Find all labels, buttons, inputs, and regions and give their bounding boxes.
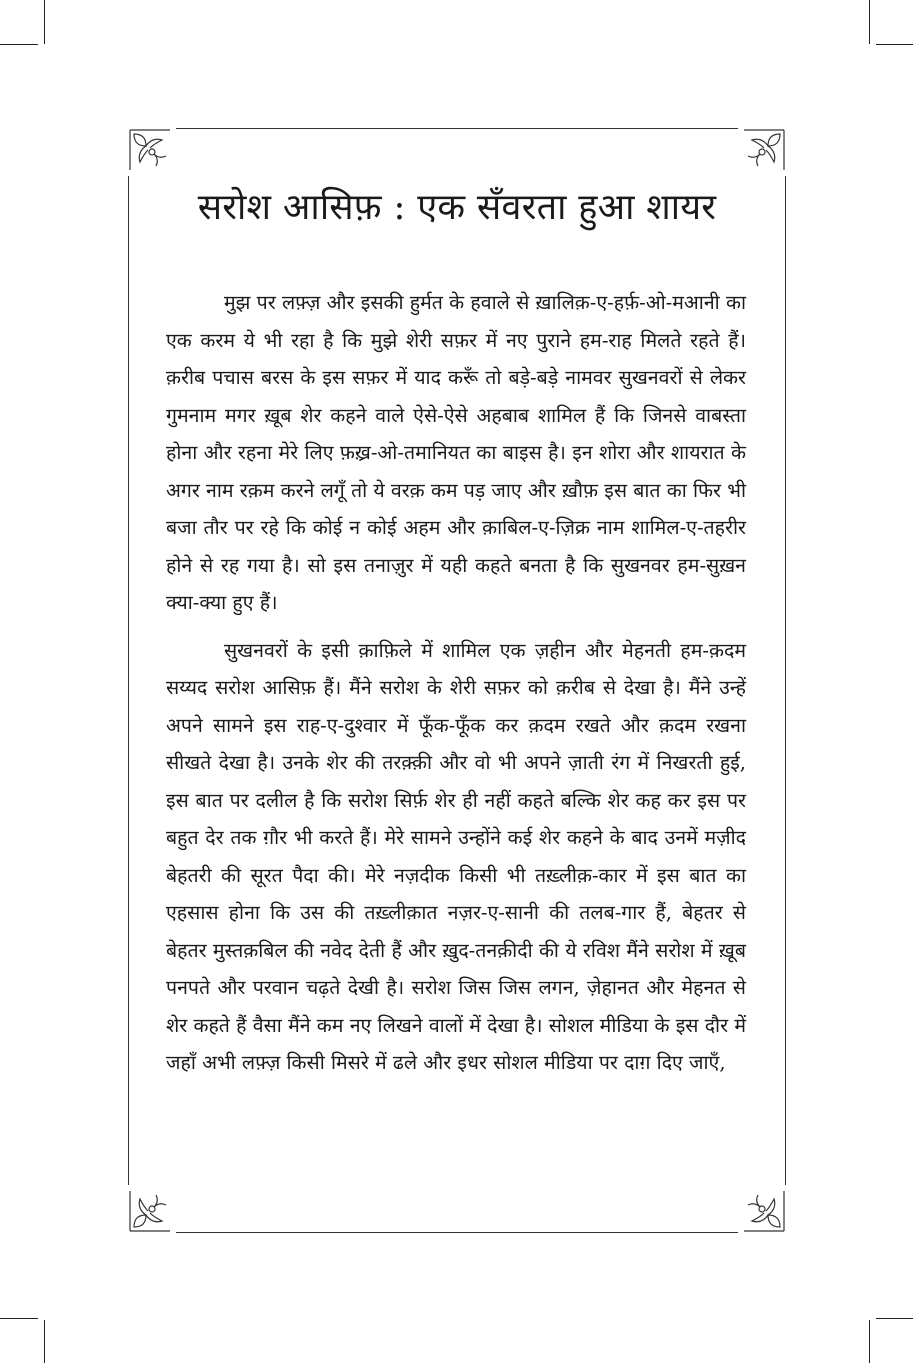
frame-top-rule [176, 128, 738, 129]
frame-left-rule [128, 176, 129, 1185]
frame-right-rule [785, 176, 786, 1185]
body-text [166, 284, 746, 1092]
crop-mark-top-right-horizontal [876, 44, 913, 45]
page-title: सरोश आसिफ़ : एक सँवरता हुआ शायर [197, 187, 717, 228]
paragraph: मुझ पर लफ़्ज़ और इसकी हुर्मत के हवाले से ख़ालिक़-ए-हर्फ़-ओ-मआनी का एक करम ये भी रहा है कि मुझे शेरी सफ़र में नए पुराने हम-राह मिलते रहते हैं। क़रीब पचास बरस के इस सफ़र में याद करूँ तो बड़े-बड़े नामवर सुखनवरों से लेकर गुमनाम मगर ख़ूब शेर कहने वाले ऐसे-ऐसे अहबाब शामिल हैं कि जिनसे वाबस्ता होना और रहना मेरे लिए फ़ख़्र-ओ-तमानियत का बाइस है। इन शोरा और शायरात के अगर नाम रक़म करने लगूँ तो ये वरक़ कम पड़ जाए और ख़ौफ़ इस बात का फिर भी बजा तौर पर रहे कि कोई न कोई अहम और क़ाबिल-ए-ज़िक्र नाम शामिल-ए-तहरीर होने से रह गया है। सो इस तनाज़ुर में यही कहते बनता है कि सुखनवर हम-सुख़न क्या-क्या हुए हैं। [166, 291, 746, 614]
floral-corner-icon [742, 128, 786, 172]
floral-corner-icon [128, 128, 172, 172]
crop-mark-top-right-vertical [869, 0, 870, 44]
crop-mark-bottom-left-horizontal [0, 1318, 38, 1319]
crop-mark-top-left-horizontal [0, 44, 38, 45]
crop-mark-bottom-right-vertical [869, 1320, 870, 1363]
floral-corner-icon [742, 1189, 786, 1233]
frame-bottom-rule [176, 1232, 738, 1233]
crop-mark-bottom-left-vertical [44, 1320, 45, 1363]
crop-mark-top-left-vertical [44, 0, 45, 44]
paragraph: सुखनवरों के इसी क़ाफ़िले में शामिल एक ज़हीन और मेहनती हम-क़दम सय्यद सरोश आसिफ़ हैं। मैंने सरोश के शेरी सफ़र को क़रीब से देखा है। मैंने उन्हें अपने सामने इस राह-ए-दुश्वार में फूँक-फूँक कर क़दम रखते और क़दम रखना सीखते देखा है। उनके शेर की तरक़्क़ी और वो भी अपने ज़ाती रंग में निखरती हुई, इस बात पर दलील है कि सरोश सिर्फ़ शेर ही नहीं कहते बल्कि शेर कह कर इस पर बहुत देर तक ग़ौर भी करते हैं। मेरे सामने उन्होंने कई शेर कहने के बाद उनमें मज़ीद बेहतरी की सूरत पैदा की। मेरे नज़दीक किसी भी तख़्लीक़-कार में इस बात का एहसास होना कि उस की तख़्लीक़ात नज़र-ए-सानी की तलब-गार हैं, बेहतर से बेहतर मुस्तक़बिल की नवेद देती हैं और ख़ुद-तनक़ीदी की ये रविश मैंने सरोश में ख़ूब पनपते और परवान चढ़ते देखी है। सरोश जिस जिस लगन, ज़ेहानत और मेहनत से शेर कहते हैं वैसा मैंने कम नए लिखने वालों में देखा है। सोशल मीडिया के इस दौर में जहाँ अभी लफ़्ज़ किसी मिसरे में ढले और इधर सोशल मीडिया पर दाग़ दिए जाएँ, [166, 638, 746, 1074]
crop-mark-bottom-right-horizontal [876, 1318, 913, 1319]
floral-corner-icon [128, 1189, 172, 1233]
